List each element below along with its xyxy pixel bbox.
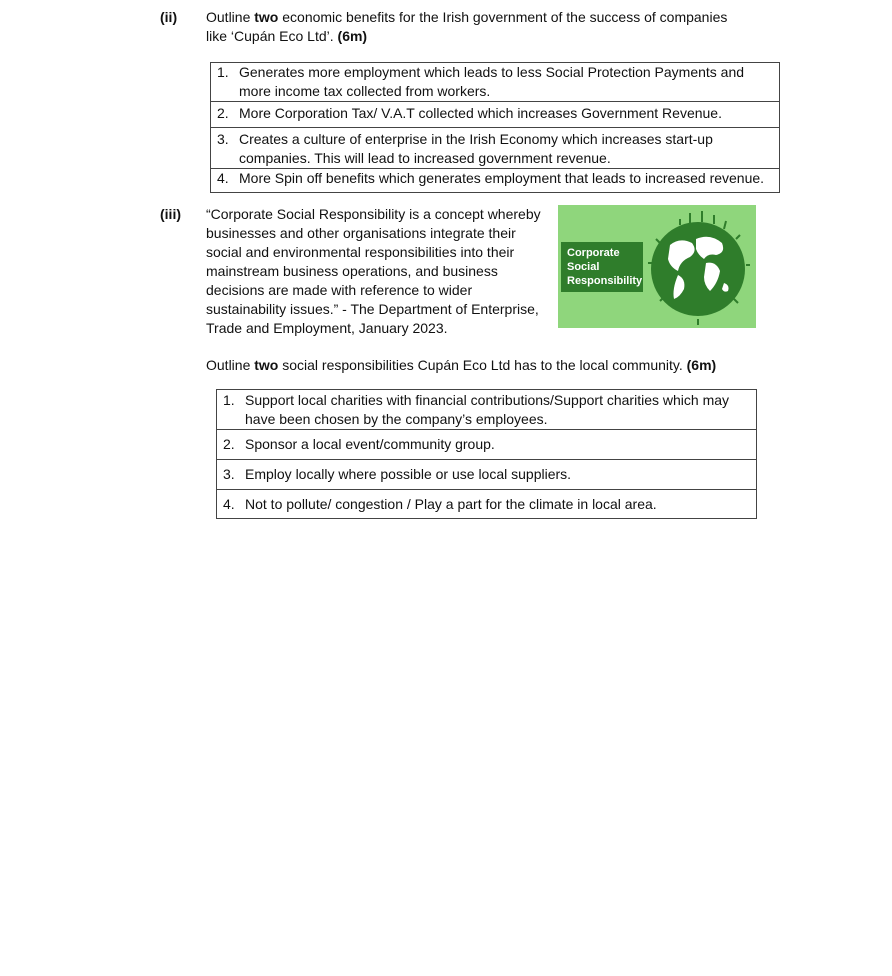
prompt-text: Outline (206, 9, 255, 25)
csr-image (558, 205, 756, 328)
answer-number: 2. (223, 436, 235, 452)
answer-row (211, 169, 780, 193)
prompt-emphasis: two (254, 9, 279, 25)
answer-row (217, 430, 757, 460)
answer-cell (211, 128, 780, 169)
answer-number: 1. (223, 392, 235, 408)
answer-table-ii (210, 62, 780, 193)
prompt-text: economic benefits for the Irish government of the success of companies like ‘Cupán Eco Ltd’. (206, 9, 728, 44)
prompt-text: social responsibilities Cupán Eco Ltd has to the local community. (278, 357, 687, 373)
question-ii-prompt (206, 8, 751, 46)
answer-text: More Spin off benefits which generates employment that leads to increased revenue. (239, 170, 765, 186)
answer-number: 1. (217, 64, 229, 80)
answer-text: Employ locally where possible or use local suppliers. (245, 466, 572, 482)
image-label-line: Corporate (567, 247, 620, 259)
marks-label: (6m) (337, 28, 368, 44)
question-number-ii: (ii) (160, 9, 178, 25)
answer-table-iii (216, 389, 757, 519)
image-label-line: Responsibility (567, 275, 643, 287)
csr-image-label (561, 242, 643, 292)
answer-number: 4. (217, 170, 229, 186)
answer-text: Not to pollute/ congestion / Play a part for the climate in local area. (245, 496, 657, 512)
answer-text: Generates more employment which leads to less Social Protection Payments and more income tax collected from workers. (239, 64, 745, 99)
answer-number: 3. (223, 466, 235, 482)
answer-cell (217, 390, 757, 430)
prompt-text: Outline (206, 357, 255, 373)
answer-row (217, 460, 757, 490)
answer-number: 3. (217, 131, 229, 147)
globe-icon (640, 205, 756, 328)
marks-label: (6m) (686, 357, 717, 373)
answer-cell (217, 490, 757, 519)
image-label-line: Social (567, 261, 600, 273)
answer-row (211, 102, 780, 128)
answer-row (211, 63, 780, 102)
answer-cell (217, 430, 757, 460)
answer-cell (211, 169, 780, 193)
answer-cell (211, 102, 780, 128)
question-iii-prompt (206, 356, 766, 375)
question-number-iii: (iii) (160, 206, 181, 222)
answer-number: 2. (217, 105, 229, 121)
csr-quote: “Corporate Social Responsibility is a concept whereby businesses and other organisations integrate their social and environmental responsibilities into their mainstream business operations, and business decisions are made with reference to wider sustainability issues.” - The Department of Enterprise, Trade and Employment, January 2023. (206, 206, 541, 336)
answer-cell (211, 63, 780, 102)
answer-cell (217, 460, 757, 490)
prompt-emphasis: two (254, 357, 279, 373)
answer-number: 4. (223, 496, 235, 512)
answer-row (211, 128, 780, 169)
answer-text: Sponsor a local event/community group. (245, 436, 495, 452)
answer-text: Support local charities with financial contributions/Support charities which may have been chosen by the company’s employees. (245, 392, 730, 427)
answer-row (217, 490, 757, 519)
answer-row (217, 390, 757, 430)
answer-text: Creates a culture of enterprise in the Irish Economy which increases start-up companies. This will lead to increased government revenue. (239, 131, 713, 166)
answer-text: More Corporation Tax/ V.A.T collected which increases Government Revenue. (239, 105, 722, 121)
